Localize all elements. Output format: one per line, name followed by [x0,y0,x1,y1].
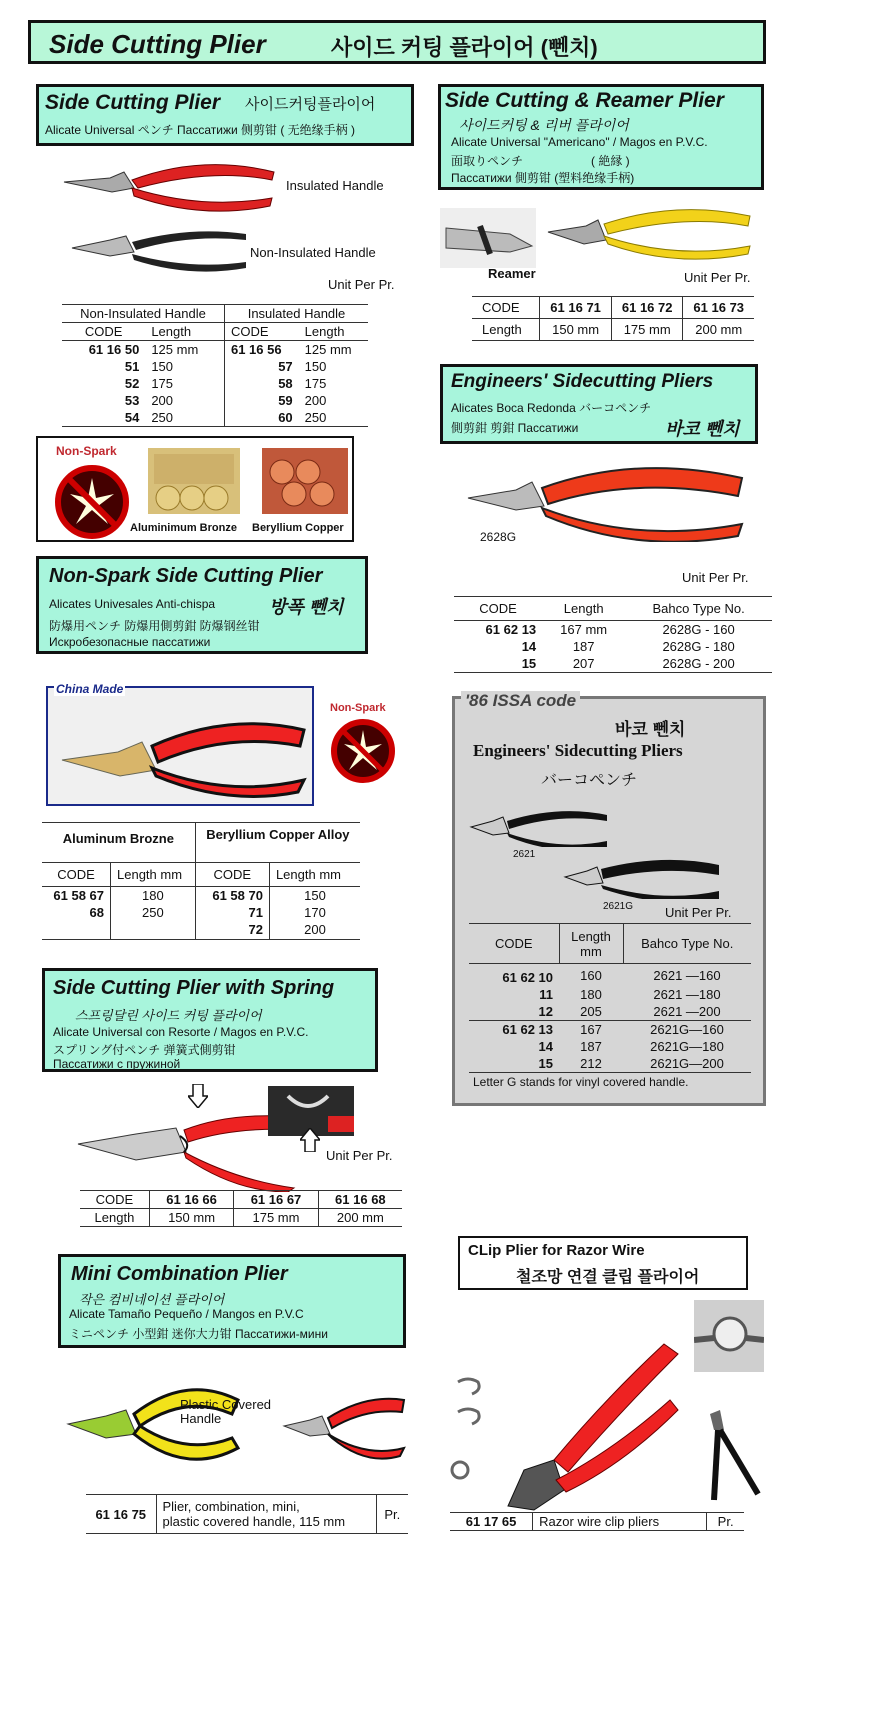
eng-korean: 바코 뻰치 [665,419,740,439]
mini-line2: ミニペンチ 小型鉗 迷你大力钳 Пассатижи-мини [69,1327,328,1341]
cell: 71 [195,904,269,921]
cell: 187 [572,639,595,654]
cell: 61 58 67 [42,887,111,905]
sr-korean: 사이드커팅 & 리버 플라이어 [459,117,629,133]
clip-title: CLip Plier for Razor Wire [468,1242,645,1259]
aluminum-bronze-image [148,448,240,514]
cell: 175 mm [611,319,683,341]
s1-unit: Unit Per Pr. [328,277,395,292]
ns-nonspark-label: Non-Spark [330,702,386,714]
cell: 150 [145,358,224,375]
table-row [42,904,360,921]
cell: 61 17 65 [450,1513,533,1531]
cell: 200 [304,393,327,408]
cell: CODE [80,1191,149,1209]
s1-label-noninsulated: Non-Insulated Handle [250,245,376,260]
issa-note: Letter G stands for vinyl covered handle. [473,1075,689,1089]
ns-line2: 防爆用ペンチ 防爆用側剪鉗 防爆钢丝钳 [49,619,260,633]
table-row [469,1038,751,1055]
aluminum-bronze-label: Aluminimum Bronze [130,522,237,534]
cell: 167 [580,1022,602,1037]
table-row [469,964,751,987]
eng-table [454,596,772,673]
cell: 2621 —160 [653,967,721,983]
cell: 200 [145,392,224,409]
issa-model-2621g: 2621G [603,901,634,912]
header-banner [28,20,766,64]
spring-table [80,1190,402,1227]
ns-h-alu: Aluminum Brozne [42,823,195,863]
cell: 175 [304,376,327,391]
eng-line1: Alicates Boca Redonda バーコペンチ [451,401,652,415]
spring-title: Side Cutting Plier with Spring [53,977,335,999]
s1-korean: 사이드커팅플라이어 [245,96,376,113]
sr-unit: Unit Per Pr. [684,270,751,285]
cell: 125 mm [304,342,352,357]
cell: 175 mm [234,1209,318,1227]
cell: 61 58 70 [195,887,269,905]
issa-plier-2621-image [469,807,609,847]
eng-titlebox [440,364,758,444]
page-title: Side Cutting Plier [49,29,266,59]
eng-title: Engineers' Sidecutting Pliers [451,371,714,392]
eng-line2: 側剪鉗 剪鉗 Пассатижи [451,421,579,435]
cell: 150 mm [540,319,612,341]
cell: 15 [521,656,537,671]
issa-box [452,691,766,1106]
s1-h-ins: Insulated Handle [247,306,346,321]
mini-desc [156,1495,376,1534]
spring-unit: Unit Per Pr. [326,1148,393,1163]
sr-reamer-label: Reamer [488,266,536,281]
spring-titlebox [42,968,378,1072]
cell: 2621G—160 [650,1022,724,1037]
plier-mini-red-image [282,1386,406,1462]
clip-korean: 철조망 연결 클립 플라이어 [516,1269,700,1286]
issa-tag: '86 ISSA code [461,691,580,711]
sr-line2a: 面取りペンチ [451,154,524,168]
ns-nonspark-icon [330,718,396,784]
cell: 200 mm [336,1210,384,1225]
cell: 160 [580,967,602,983]
ns-h-ber: Beryllium Copper Alloy [206,827,350,842]
clip-tool-image [700,1406,762,1502]
cell: 12 [538,1004,553,1019]
cell: Pr. [384,1506,401,1522]
ns-line1: Alicates Univesales Anti-chispa [49,597,216,611]
cell: CODE [469,924,559,964]
cell: 61 16 71 [540,297,612,319]
cell: 14 [521,639,537,654]
cell: 180 [111,887,196,905]
cell: 58 [278,376,293,391]
cell: 250 [304,410,327,425]
mini-desc-line2: plastic covered handle, 115 mm [162,1514,346,1529]
ns-korean: 방폭 뻰치 [269,597,344,617]
cell: 175 [145,375,224,392]
cell: 72 [195,921,269,939]
table-row [454,655,772,673]
table-row [62,375,368,392]
mini-desc-line1: Plier, combination, mini, [162,1499,300,1514]
cell: 250 [145,409,224,427]
cell: 180 [580,987,602,1002]
cell [111,921,196,939]
sr-title: Side Cutting & Reamer Plier [445,89,724,112]
table-row [469,986,751,1003]
cell: 11 [539,987,553,1002]
cell: 51 [124,359,140,374]
cell: 61 16 68 [335,1192,386,1207]
eng-model: 2628G [480,530,517,544]
mini-line1: Alicate Tamaño Pequeño / Mangos en P.V.C [69,1307,304,1321]
cell: CODE [479,601,517,616]
cell: 61 62 10 [502,970,553,985]
s1-subtitle: Alicate Universal ペンチ Пассатижи 侧剪钳 ( 无绝缘手柄 ) [45,123,356,137]
table-row [454,621,772,639]
s1-title: Side Cutting Plier [45,91,221,114]
arrow-up-icon [300,1128,320,1152]
beryllium-copper-label: Beryllium Copper [252,522,344,534]
issa-model-2621: 2621 [513,849,536,860]
plier-insulated-image [62,158,278,214]
cell: 187 [580,1039,602,1054]
cell [42,921,111,939]
cell: 2628G - 160 [662,622,735,637]
spring-line1: Alicate Universal con Resorte / Magos en P.V.C. [53,1025,309,1039]
cell: 167 mm [560,622,608,637]
table-row [62,358,368,375]
table-row [62,341,368,359]
cell: Length mm [275,867,341,882]
cell: 60 [278,410,293,425]
sr-line2b: ( 絶縁 ) [591,154,630,168]
plier-clip-image [494,1340,680,1516]
cell: Bahco Type No. [652,601,745,616]
table-row [42,887,360,905]
mini-plastic-label: Plastic Covered Handle [180,1397,272,1426]
cell: 205 [580,1004,602,1019]
mini-titlebox [58,1254,406,1348]
spring-korean: 스프링달린 사이드 커팅 플라이어 [75,1008,262,1023]
clip-titlebox [458,1236,748,1290]
cell: 59 [278,393,293,408]
cell: 61 62 13 [502,1022,553,1037]
plier-reamer-image [546,202,752,262]
s1-titlebox [36,84,414,146]
nonspark-banner-label: Non-Spark [56,444,117,458]
sr-h-code: CODE [472,297,540,319]
cell: 61 16 73 [693,300,745,315]
cell: 2628G - 200 [662,656,735,671]
issa-korean: 바코 뻰치 [615,720,686,739]
issa-title: Engineers' Sidecutting Pliers [473,741,683,760]
s1-table [62,304,368,427]
spring-line3: Пассатижи с пружиной [53,1057,181,1071]
cell: Length mm [111,863,196,887]
beryllium-copper-image [262,448,348,514]
table-row [62,392,368,409]
cell: 212 [580,1056,602,1071]
cell: 61 62 13 [485,622,537,637]
sr-line3: Пассатижи 側剪钳 (塑料绝缘手柄) [451,171,635,185]
cell: 61 16 56 [230,342,282,357]
s1-h-length2: Length [304,324,345,339]
s1-label-insulated: Insulated Handle [286,178,384,193]
cell: Razor wire clip pliers [533,1513,707,1531]
cell: 61 16 72 [611,297,683,319]
cell: 2621 —180 [653,987,721,1002]
cell: 14 [538,1039,553,1054]
issa-jp: バーコペンチ [541,772,638,789]
mini-table [86,1494,408,1534]
cell: 68 [42,904,111,921]
cell: CODE [42,863,111,887]
china-made-photo [46,682,314,806]
ns-title: Non-Spark Side Cutting Plier [49,565,323,587]
sr-h-length: Length [472,319,540,341]
cell: CODE [195,863,269,887]
cell: Bahco Type No. [641,936,734,951]
cell: 200 [304,922,326,938]
cell: 2621 —200 [653,1004,721,1019]
page-title-korean: 사이드 커팅 플라이어 (뻰치) [331,35,598,60]
eng-unit: Unit Per Pr. [682,570,749,585]
cell: 150 mm [149,1209,233,1227]
cell: Length [80,1209,149,1227]
cell: 61 16 67 [234,1191,318,1209]
table-row [454,638,772,655]
cell: 52 [124,376,140,391]
cell: Length [563,601,604,616]
plier-nonspark-image [58,702,308,798]
cell: 207 [572,656,595,671]
ns-line3: Искробезопасные пассатижи [49,635,211,649]
cell: 200 mm [695,322,743,337]
clip-table [450,1512,744,1531]
cell: 150 [304,359,327,374]
issa-unit: Unit Per Pr. [665,905,732,920]
ns-table [42,822,360,940]
sr-table [472,296,754,341]
cell: 61 16 75 [86,1495,156,1534]
issa-plier-2621g-image [563,855,721,899]
cell: 125 mm [145,341,224,359]
cell: 57 [278,359,293,374]
cell: 250 [111,904,196,921]
ns-titlebox [36,556,368,654]
clip-closeup-image [694,1300,764,1372]
table-row [469,1055,751,1073]
s1-h-code2: CODE [230,324,269,339]
sr-line1: Alicate Universal "Americano" / Magos en P.V.C. [451,135,708,149]
cell: 2621G—180 [650,1039,724,1054]
table-row [62,409,368,427]
issa-table [469,923,751,1073]
cell: Pr. [717,1514,734,1529]
mini-title: Mini Combination Plier [71,1263,288,1285]
reamer-closeup-image [440,208,536,268]
sr-titlebox [438,84,764,190]
spring-line2: スプリング付ペンチ 弹簧式側剪钳 [53,1043,236,1057]
cell: 61 16 66 [149,1191,233,1209]
plier-noninsulated-image [70,226,250,274]
table-row [469,1003,751,1021]
s1-h-code: CODE [84,324,123,339]
table-row [42,921,360,939]
nonspark-icon [54,464,130,540]
cell: 53 [124,393,140,408]
cell: 61 16 50 [88,342,140,357]
cell: 2621G—200 [650,1056,724,1071]
cell: 170 [304,905,326,920]
mini-korean: 작은 컴비네이션 플라이어 [79,1292,225,1307]
china-made-label: China Made [56,682,124,696]
table-row [469,1021,751,1039]
cell: Length mm [559,924,623,964]
cell: 54 [124,410,140,425]
s1-h-non: Non-Insulated Handle [62,305,224,323]
cell: 150 [304,888,326,903]
cell: 15 [538,1056,553,1071]
cell: 2628G - 180 [662,639,735,654]
nonspark-banner [36,436,354,542]
s1-h-length: Length [145,323,224,341]
